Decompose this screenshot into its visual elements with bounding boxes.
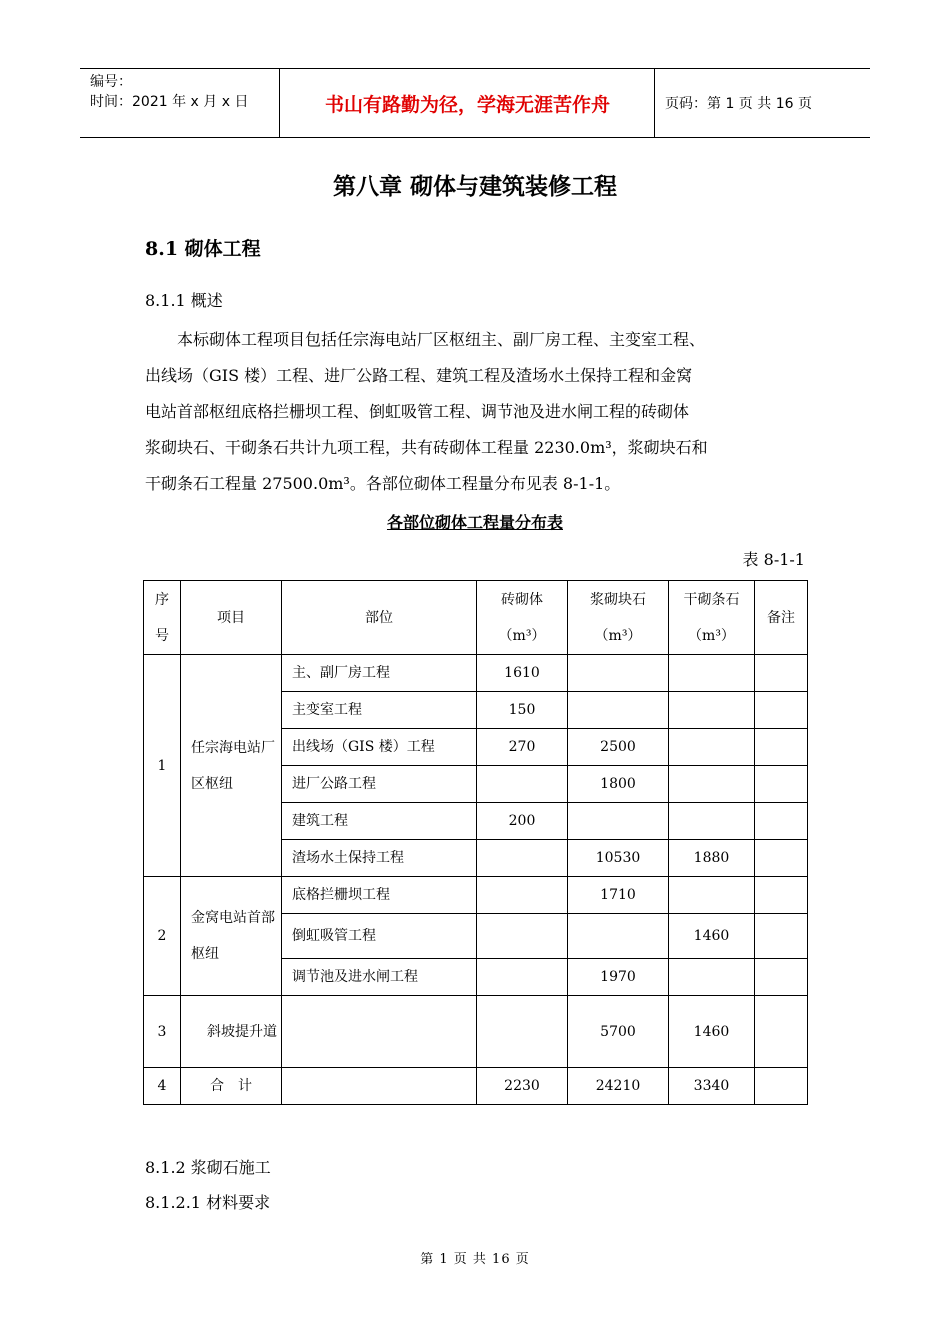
cell-brick: 2230 bbox=[477, 1068, 568, 1105]
cell-note bbox=[755, 996, 808, 1068]
cell-dry bbox=[669, 655, 755, 692]
cell-dry bbox=[669, 692, 755, 729]
cell-note bbox=[755, 655, 808, 692]
cell-item-text: 斜坡提升道 bbox=[207, 1023, 277, 1040]
header-brick-unit: （m³） bbox=[498, 627, 546, 644]
subsection-heading: 8.1.1 概述 bbox=[145, 291, 223, 310]
time-label: 时间：2021 年 x 月 x 日 bbox=[90, 94, 249, 110]
cell-dry: 1460 bbox=[669, 914, 755, 959]
cell-mortar bbox=[568, 914, 669, 959]
header-motto: 书山有路勤为径，学海无涯苦作舟 bbox=[281, 69, 655, 137]
cell-brick bbox=[477, 766, 568, 803]
cell-part bbox=[282, 1068, 477, 1105]
cell-part: 建筑工程 bbox=[282, 803, 477, 840]
table-header-row bbox=[144, 581, 808, 655]
header-note: 备注 bbox=[755, 581, 808, 655]
cell-dry bbox=[669, 766, 755, 803]
paragraph-line: 出线场（GIS 楼）工程、进厂公路工程、建筑工程及渣场水土保持工程和金窝 bbox=[145, 366, 693, 385]
page-footer: 第 1 页 共 16 页 bbox=[420, 1252, 530, 1267]
cell-dry: 1880 bbox=[669, 840, 755, 877]
subsection-heading: 8.1.2 浆砌石施工 bbox=[145, 1158, 271, 1177]
header-mortar-unit: （m³） bbox=[594, 627, 642, 644]
table-total-row bbox=[144, 1068, 808, 1105]
paragraph-line: 本标砌体工程项目包括任宗海电站厂区枢纽主、副厂房工程、主变室工程、 bbox=[145, 330, 706, 349]
section-heading bbox=[145, 234, 261, 261]
cell-item: 合 计 bbox=[181, 1068, 282, 1105]
header-dry-label: 干砌条石 bbox=[683, 591, 740, 608]
cell-part: 底格拦栅坝工程 bbox=[282, 877, 477, 914]
header-meta bbox=[80, 69, 280, 137]
cell-item: 金窝电站首部枢纽 bbox=[181, 877, 282, 996]
cell-brick bbox=[477, 996, 568, 1068]
cell-part: 主、副厂房工程 bbox=[282, 655, 477, 692]
cell-item: 任宗海电站厂区枢纽 bbox=[181, 655, 282, 877]
header-brick bbox=[477, 581, 568, 655]
cell-item bbox=[181, 996, 282, 1068]
paragraph-line: 电站首部枢纽底格拦栅坝工程、倒虹吸管工程、调节池及进水闸工程的砖砌体 bbox=[145, 402, 690, 421]
cell-note bbox=[755, 1068, 808, 1105]
header-part: 部位 bbox=[282, 581, 477, 655]
cell-dry: 1460 bbox=[669, 996, 755, 1068]
cell-note bbox=[755, 914, 808, 959]
header-dry-unit: （m³） bbox=[688, 627, 735, 644]
cell-note bbox=[755, 840, 808, 877]
cell-dry: 3340 bbox=[669, 1068, 755, 1105]
number-label: 编号： bbox=[90, 74, 132, 90]
cell-dry bbox=[669, 959, 755, 996]
cell-seq: 3 bbox=[144, 996, 181, 1068]
overview-paragraph bbox=[145, 322, 810, 502]
cell-brick bbox=[477, 877, 568, 914]
cell-note bbox=[755, 729, 808, 766]
header-brick-label: 砖砌体 bbox=[501, 591, 543, 608]
cell-seq: 4 bbox=[144, 1068, 181, 1105]
cell-dry bbox=[669, 803, 755, 840]
cell-seq: 1 bbox=[144, 655, 181, 877]
cell-part: 出线场（GIS 楼）工程 bbox=[282, 729, 477, 766]
cell-seq: 2 bbox=[144, 877, 181, 996]
cell-brick: 1610 bbox=[477, 655, 568, 692]
header-seq: 序号 bbox=[144, 581, 181, 655]
subsubsection-heading: 8.1.2.1 材料要求 bbox=[145, 1193, 271, 1212]
table-row bbox=[144, 996, 808, 1068]
section-number: 8.1 bbox=[145, 238, 185, 260]
header-item: 项目 bbox=[181, 581, 282, 655]
cell-part: 调节池及进水闸工程 bbox=[282, 959, 477, 996]
header-mortar bbox=[568, 581, 669, 655]
cell-mortar: 10530 bbox=[568, 840, 669, 877]
cell-brick bbox=[477, 959, 568, 996]
cell-note bbox=[755, 803, 808, 840]
cell-mortar: 24210 bbox=[568, 1068, 669, 1105]
paragraph-line: 干砌条石工程量 27500.0m³。各部位砌体工程量分布见表 8-1-1。 bbox=[145, 474, 621, 493]
cell-dry bbox=[669, 729, 755, 766]
section-title: 砌体工程 bbox=[184, 238, 261, 260]
cell-note bbox=[755, 877, 808, 914]
cell-mortar: 5700 bbox=[568, 996, 669, 1068]
cell-part bbox=[282, 996, 477, 1068]
cell-part: 进厂公路工程 bbox=[282, 766, 477, 803]
header-dry bbox=[669, 581, 755, 655]
table-number: 表 8-1-1 bbox=[742, 550, 805, 569]
cell-dry bbox=[669, 877, 755, 914]
cell-brick bbox=[477, 914, 568, 959]
table-title: 各部位砌体工程量分布表 bbox=[386, 513, 563, 532]
cell-mortar bbox=[568, 655, 669, 692]
paragraph-line: 浆砌块石、干砌条石共计九项工程，共有砖砌体工程量 2230.0m³，浆砌块石和 bbox=[145, 438, 708, 457]
page-header bbox=[80, 68, 870, 138]
cell-brick bbox=[477, 840, 568, 877]
cell-part: 渣场水土保持工程 bbox=[282, 840, 477, 877]
cell-mortar: 1710 bbox=[568, 877, 669, 914]
cell-mortar: 1970 bbox=[568, 959, 669, 996]
header-page-info: 页码：第 1 页 共 16 页 bbox=[665, 96, 812, 112]
masonry-quantity-table bbox=[143, 580, 808, 1105]
cell-mortar: 1800 bbox=[568, 766, 669, 803]
cell-note bbox=[755, 959, 808, 996]
cell-mortar bbox=[568, 803, 669, 840]
header-mortar-label: 浆砌块石 bbox=[590, 591, 646, 608]
cell-mortar: 2500 bbox=[568, 729, 669, 766]
cell-part: 倒虹吸管工程 bbox=[282, 914, 477, 959]
table-row bbox=[144, 877, 808, 914]
cell-brick: 270 bbox=[477, 729, 568, 766]
cell-note bbox=[755, 692, 808, 729]
cell-mortar bbox=[568, 692, 669, 729]
chapter-title: 第八章 砌体与建筑装修工程 bbox=[332, 174, 617, 200]
cell-brick: 150 bbox=[477, 692, 568, 729]
table-row bbox=[144, 655, 808, 692]
cell-brick: 200 bbox=[477, 803, 568, 840]
cell-note bbox=[755, 766, 808, 803]
cell-part: 主变室工程 bbox=[282, 692, 477, 729]
